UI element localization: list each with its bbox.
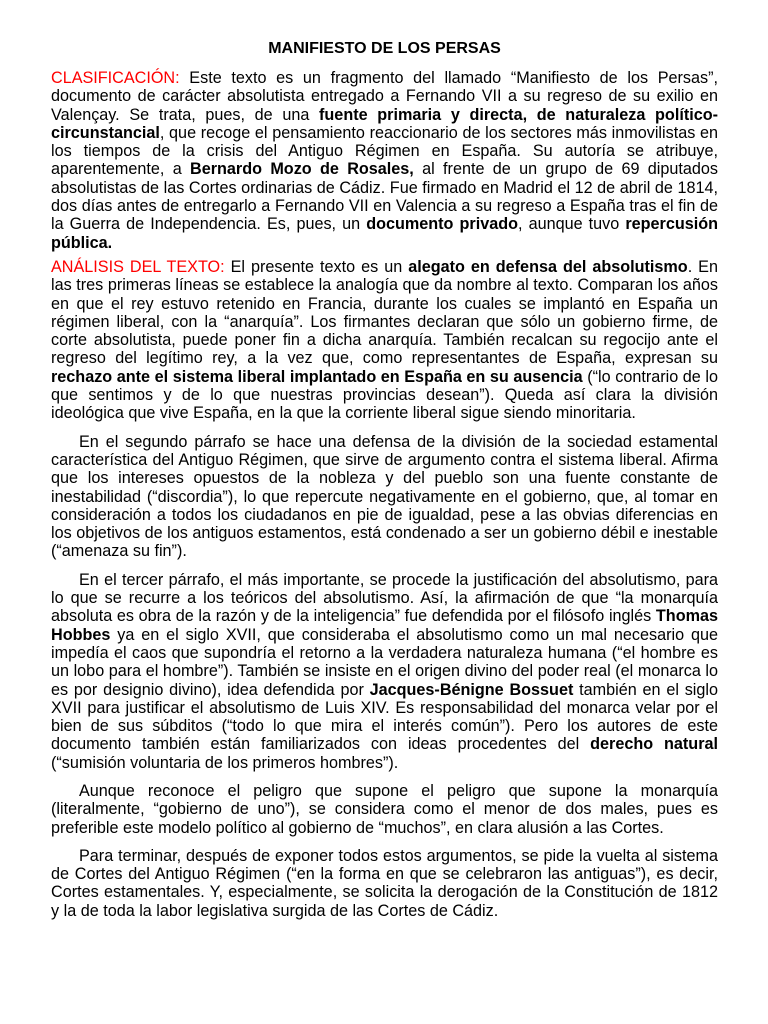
bold-run: Thomas Hobbes [51, 607, 718, 644]
text-run: Este texto es un fragmento del llamado “Manifiesto de los Persas”, documento de carácter absolutista entregado a Fernando VII a su regreso de su exilio en Valençay. Se trata, pues, de una [51, 69, 718, 124]
section-label-analisis: ANÁLISIS DEL TEXTO: [51, 257, 225, 276]
bold-run: fuente primaria y directa, de naturaleza político-circunstancial [51, 105, 718, 142]
bold-run: Bernardo Mozo de Rosales, [190, 160, 414, 179]
bold-run: alegato en defensa del absolutismo [408, 257, 688, 276]
bold-run: documento privado [366, 215, 518, 234]
text-run: (“lo contrario de lo que sentimos y de lo que nuestras provincias desean”). Queda así clara la división ideológica que vive España, en la que la corriente liberal sigue siendo minoritaria. [51, 367, 718, 423]
text-run: al frente de un grupo de 69 diputados absolutistas de las Cortes ordinarias de Cádiz. Fue firmado en Madrid el 12 de abril de 1814, dos días antes de entregarlo a Fernando VII en Valencia a su regreso a España tras el fin de la Guerra de Independencia. Es, pues, un [51, 160, 719, 234]
bold-run: derecho natural [590, 735, 718, 754]
text-run: , que recoge el pensamiento reaccionario de los sectores más inmovilistas en los tiempos de la crisis del Antiguo Régimen en España. Su autoría se atribuye, aparentemente, a [51, 123, 718, 179]
text-run: Para terminar, después de exponer todos estos argumentos, se pide la vuelta al sistema de Cortes del Antiguo Régimen (“en la forma en que se celebraron las antiguas”), es decir, Cortes estamentales. Y, especialmente, se solicita la derogación de la Constitución de 1812 y la de toda la labor legislativa surgida de las Cortes de Cádiz. [51, 846, 718, 920]
bold-run: repercusión pública. [51, 215, 719, 252]
text-run: también en el siglo XVII para justificar el absolutismo de Luis XIV. Es responsabilidad del monarca velar por el bien de sus súbditos (“todo lo que mira el interés común”). Pero los autores de este documento también están familiarizados con ideas procedentes del [51, 680, 718, 754]
section-label-clasificacion: CLASIFICACIÓN: [51, 69, 180, 87]
paragraph-monarquia [51, 782, 718, 837]
paragraph-conclusion [51, 847, 718, 920]
text-run: En el segundo párrafo se hace una defensa de la división de la sociedad estamental característica del Antiguo Régimen, que sirve de argumento contra el sistema liberal. Afirma que los intereses opuestos de la nobleza y del pueblo son una fuente constante de inestabilidad (“discordia”), lo que repercute negativamente en el gobierno, que, al tomar en consideración a todos los ciudadanos en pie de igualdad, pese a las obvias diferencias en los objetivos de los antiguos estamentos, está condenado a ser un gobierno débil e inestable (“amenaza su fin”). [51, 432, 718, 561]
bold-run: rechazo ante el sistema liberal implantado en España en su ausencia [51, 367, 583, 386]
document-page [51, 40, 718, 926]
text-run: . En las tres primeras líneas se establece la analogía que da nombre al texto. Comparan los años en que el rey estuvo retenido en Francia, durante los cuales se implantó en España un régimen liberal, con la “anarquía”. Los firmantes declaran que sólo un gobierno firme, de corte absolutista, puede poner fin a dicha anarquía. También recalcan su regocijo ante el regreso del legítimo rey, a la vez que, como representantes de España, expresan su [51, 257, 718, 368]
text-run: Aunque reconoce el peligro que supone el peligro que supone la monarquía (literalmente, “gobierno de uno”), se considera como el menor de dos males, pues es preferible este modelo político al gobierno de “muchos”, en clara alusión a las Cortes. [51, 781, 718, 837]
paragraph-segundo-parrafo [51, 433, 718, 561]
text-run: , aunque tuvo [518, 215, 626, 234]
bold-run: Jacques-Bénigne Bossuet [369, 680, 574, 699]
paragraph-clasificacion [51, 69, 718, 252]
text-run: El presente texto es un [224, 257, 409, 276]
text-run: ya en el siglo XVII, que consideraba el absolutismo como un mal necesario que impedía el caos que supondría el retorno a la verdadera naturaleza humana (“el hombre es un lobo para el hombre”). También se insiste en el origen divino del poder real (el monarca lo es por designio divino), idea defendida por [51, 625, 718, 699]
document-title: MANIFIESTO DE LOS PERSAS [268, 40, 501, 57]
paragraph-tercer-parrafo [51, 571, 718, 772]
text-run: (“sumisión voluntaria de los primeros hombres”). [51, 753, 399, 772]
text-run: En el tercer párrafo, el más importante, se procede la justificación del absolutismo, para lo que se recurre a los teóricos del absolutismo. Así, la afirmación de que “la monarquía absoluta es obra de la razón y de la inteligencia” fue defendida por el filósofo inglés [51, 570, 718, 626]
paragraph-analisis [51, 258, 718, 423]
